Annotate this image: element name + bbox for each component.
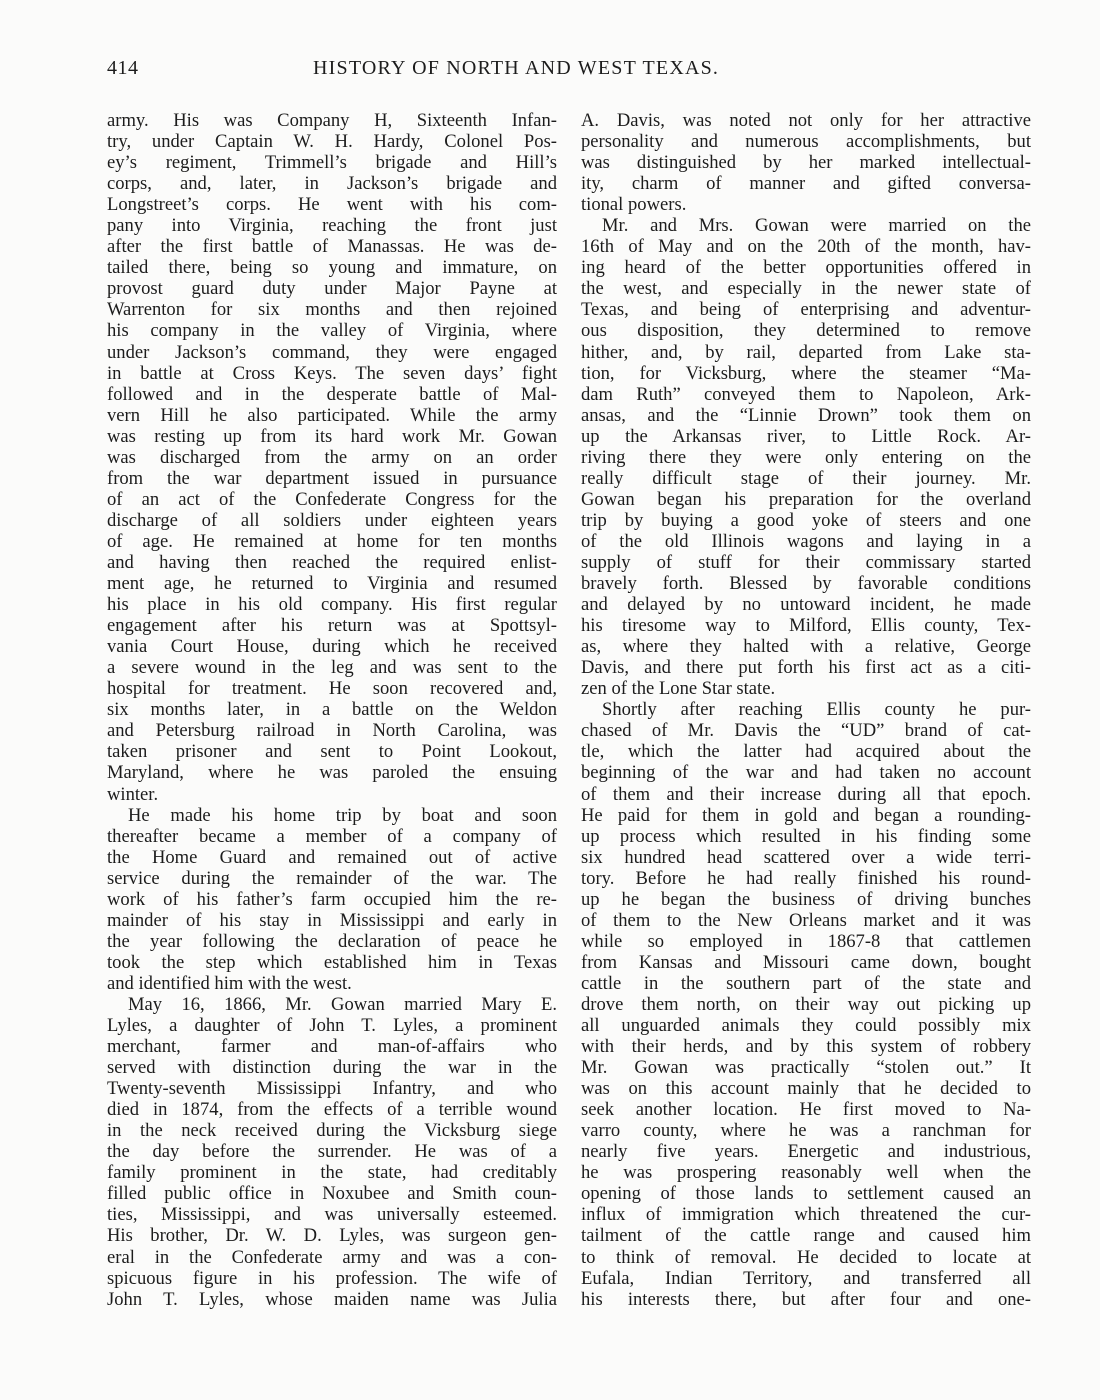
text-line: Mr. Gowan was practically “stolen out.” It: [581, 1057, 1031, 1079]
text-line: army. His was Company H, Sixteenth Infan-: [107, 110, 557, 131]
text-line: spicuous figure in his profession. The wife of: [107, 1267, 557, 1289]
text-line: six months later, in a battle on the Weldon: [107, 699, 557, 721]
text-line: and delayed by no untoward incident, he made: [581, 594, 1031, 616]
text-line: trip by buying a good yoke of steers and one: [581, 509, 1031, 531]
text-line: up he began the business of driving bunches: [581, 888, 1031, 910]
text-line: tailed there, being so young and immature, on: [107, 257, 557, 279]
text-line: ing heard of the better opportunities offered in: [581, 257, 1031, 279]
text-line: and identified him with the west.: [107, 972, 352, 994]
text-line: a severe wound in the leg and was sent to the: [107, 657, 557, 679]
text-line: thereafter became a member of a company of: [107, 825, 557, 847]
text-line: work of his father’s farm occupied him the re-: [107, 888, 557, 910]
text-line: zen of the Lone Star state.: [581, 678, 776, 700]
text-line: opening of those lands to settlement caused an: [581, 1183, 1031, 1205]
text-line: the day before the surrender. He was of a: [107, 1141, 557, 1163]
text-line: corps, and, later, in Jackson’s brigade and: [107, 173, 557, 195]
text-line: discharge of all soldiers under eighteen years: [107, 509, 557, 531]
text-line: eral in the Confederate army and was a con-: [107, 1246, 557, 1268]
text-line: in battle at Cross Keys. The seven days’ fight: [107, 362, 557, 384]
text-line: from Kansas and Missouri came down, bought: [581, 951, 1031, 973]
text-line: ey’s regiment, Trimmell’s brigade and Hill’s: [107, 152, 557, 174]
text-line: of the old Illinois wagons and laying in a: [581, 530, 1031, 552]
text-line: merchant, farmer and man-of-affairs who: [107, 1036, 557, 1058]
text-line: His brother, Dr. W. D. Lyles, was surgeon gen-: [107, 1225, 557, 1247]
text-line: filled public office in Noxubee and Smith coun-: [107, 1183, 557, 1205]
text-line: supply of stuff for their commissary started: [581, 551, 1031, 573]
text-line: riving there they were only entering on the: [581, 446, 1031, 468]
text-line: service during the remainder of the war. The: [107, 867, 557, 889]
text-line: Shortly after reaching Ellis county he pur-: [602, 699, 1031, 721]
text-line: he was prospering reasonably well when the: [581, 1162, 1031, 1184]
text-line: of an act of the Confederate Congress for the: [107, 488, 557, 510]
text-line: Lyles, a daughter of John T. Lyles, a prominent: [107, 1015, 557, 1037]
text-line: up the Arkansas river, to Little Rock. Ar-: [581, 425, 1031, 447]
text-line: Longstreet’s corps. He went with his com-: [107, 194, 557, 216]
text-line: as, where they halted with a relative, George: [581, 636, 1031, 658]
text-line: mainder of his stay in Mississippi and early in: [107, 909, 557, 931]
text-line: chased of Mr. Davis the “UD” brand of cat-: [581, 720, 1031, 742]
text-line: drove them north, on their way out picking up: [581, 993, 1031, 1015]
text-line: tion, for Vicksburg, where the steamer “Ma-: [581, 362, 1031, 384]
text-line: of age. He remained at home for ten months: [107, 530, 557, 552]
text-line: ment age, he returned to Virginia and resumed: [107, 573, 557, 595]
text-line: seek another location. He first moved to Na-: [581, 1099, 1031, 1121]
text-line: his interests there, but after four and one-: [581, 1288, 1031, 1310]
text-line: in the neck received during the Vicksburg siege: [107, 1120, 557, 1142]
text-line: followed and in the desperate battle of Mal-: [107, 383, 557, 405]
text-line: Davis, and there put forth his first act as a citi-: [581, 657, 1031, 679]
text-line: and Petersburg railroad in North Carolina, was: [107, 720, 557, 742]
text-line: his company in the valley of Virginia, where: [107, 320, 557, 342]
text-line: May 16, 1866, Mr. Gowan married Mary E.: [128, 993, 557, 1015]
text-line: the west, and especially in the newer state of: [581, 278, 1031, 300]
text-line: bravely forth. Blessed by favorable conditions: [581, 573, 1031, 595]
text-line: influx of immigration which threatened the cur-: [581, 1204, 1031, 1226]
text-line: 16th of May and on the 20th of the month, hav-: [581, 236, 1031, 258]
text-line: took the step which established him in Texas: [107, 951, 557, 973]
text-line: Twenty-seventh Mississippi Infantry, and who: [107, 1078, 557, 1100]
text-line: varro county, where he was a ranchman for: [581, 1120, 1031, 1142]
text-line: Warrenton for six months and then rejoined: [107, 299, 557, 321]
text-line: really difficult stage of their journey. Mr.: [581, 467, 1031, 489]
text-line: ity, charm of manner and gifted conversa-: [581, 173, 1031, 195]
text-line: hospital for treatment. He soon recovered and,: [107, 678, 557, 700]
text-line: pany into Virginia, reaching the front just: [107, 215, 557, 237]
right-column: [581, 110, 1031, 1310]
text-line: tailment of the cattle range and caused him: [581, 1225, 1031, 1247]
text-line: tle, which the latter had acquired about the: [581, 741, 1031, 763]
text-line: up process which resulted in his finding some: [581, 825, 1031, 847]
text-line: after the first battle of Manassas. He was de-: [107, 236, 557, 258]
text-line: while so employed in 1867-8 that cattlemen: [581, 930, 1031, 952]
text-line: winter.: [107, 783, 159, 805]
text-line: He made his home trip by boat and soon: [128, 804, 557, 826]
text-line: beginning of the war and had taken no account: [581, 762, 1031, 784]
text-line: nearly five years. Energetic and industrious,: [581, 1141, 1031, 1163]
page-number: 414: [107, 57, 139, 79]
text-line: try, under Captain W. H. Hardy, Colonel Pos-: [107, 131, 557, 153]
text-line: his place in his old company. His first regular: [107, 594, 557, 616]
text-line: tory. Before he had really finished his round-: [581, 867, 1031, 889]
text-line: vania Court House, during which he received: [107, 636, 557, 658]
text-line: hither, and, by rail, departed from Lake sta-: [581, 341, 1031, 363]
text-line: taken prisoner and sent to Point Lookout,: [107, 741, 557, 763]
running-title: HISTORY OF NORTH AND WEST TEXAS.: [313, 57, 720, 79]
text-line: family prominent in the state, had creditably: [107, 1162, 557, 1184]
text-line: the Home Guard and remained out of active: [107, 846, 557, 868]
text-line: engagement after his return was at Spottsyl-: [107, 615, 557, 637]
text-line: was distinguished by her marked intellectual-: [581, 152, 1031, 174]
text-line: ties, Mississippi, and was universally esteemed.: [107, 1204, 557, 1226]
text-line: all unguarded animals they could possibly mix: [581, 1015, 1031, 1037]
text-line: vern Hill he also participated. While the army: [107, 404, 557, 426]
text-line: cattle in the southern part of the state and: [581, 972, 1031, 994]
text-line: Gowan began his preparation for the overland: [581, 488, 1031, 510]
text-line: to think of removal. He decided to locate at: [581, 1246, 1031, 1268]
text-line: was resting up from its hard work Mr. Gowan: [107, 425, 557, 447]
text-line: A. Davis, was noted not only for her attractive: [581, 110, 1031, 131]
text-line: under Jackson’s command, they were engaged: [107, 341, 557, 363]
text-line: John T. Lyles, whose maiden name was Julia: [107, 1288, 557, 1310]
text-line: the year following the declaration of peace he: [107, 930, 557, 952]
text-line: Maryland, where he was paroled the ensuing: [107, 762, 557, 784]
text-line: died in 1874, from the effects of a terrible wound: [107, 1099, 557, 1121]
text-line: from the war department issued in pursuance: [107, 467, 557, 489]
text-line: was on this account mainly that he decided to: [581, 1078, 1031, 1100]
text-line: Eufala, Indian Territory, and transferred all: [581, 1267, 1031, 1289]
text-line: was discharged from the army on an order: [107, 446, 557, 468]
text-line: with their herds, and by this system of robbery: [581, 1036, 1031, 1058]
text-line: He paid for them in gold and began a rounding-: [581, 804, 1031, 826]
text-line: of them to the New Orleans market and it was: [581, 909, 1031, 931]
text-line: six hundred head scattered over a wide terri-: [581, 846, 1031, 868]
text-line: Mr. and Mrs. Gowan were married on the: [602, 215, 1031, 237]
left-column: [107, 110, 557, 1310]
text-line: ansas, and the “Linnie Drown” took them on: [581, 404, 1031, 426]
text-line: of them and their increase during all that epoch.: [581, 783, 1031, 805]
text-line: ous disposition, they determined to remove: [581, 320, 1031, 342]
text-line: served with distinction during the war in the: [107, 1057, 557, 1079]
text-line: tional powers.: [581, 194, 687, 216]
text-line: and having then reached the required enlist-: [107, 551, 557, 573]
text-line: personality and numerous accomplishments, but: [581, 131, 1031, 153]
text-line: his tiresome way to Milford, Ellis county, Tex-: [581, 615, 1031, 637]
text-line: dam Ruth” conveyed them to Napoleon, Ark-: [581, 383, 1031, 405]
text-line: provost guard duty under Major Payne at: [107, 278, 557, 300]
text-line: Texas, and being of enterprising and adventur-: [581, 299, 1031, 321]
